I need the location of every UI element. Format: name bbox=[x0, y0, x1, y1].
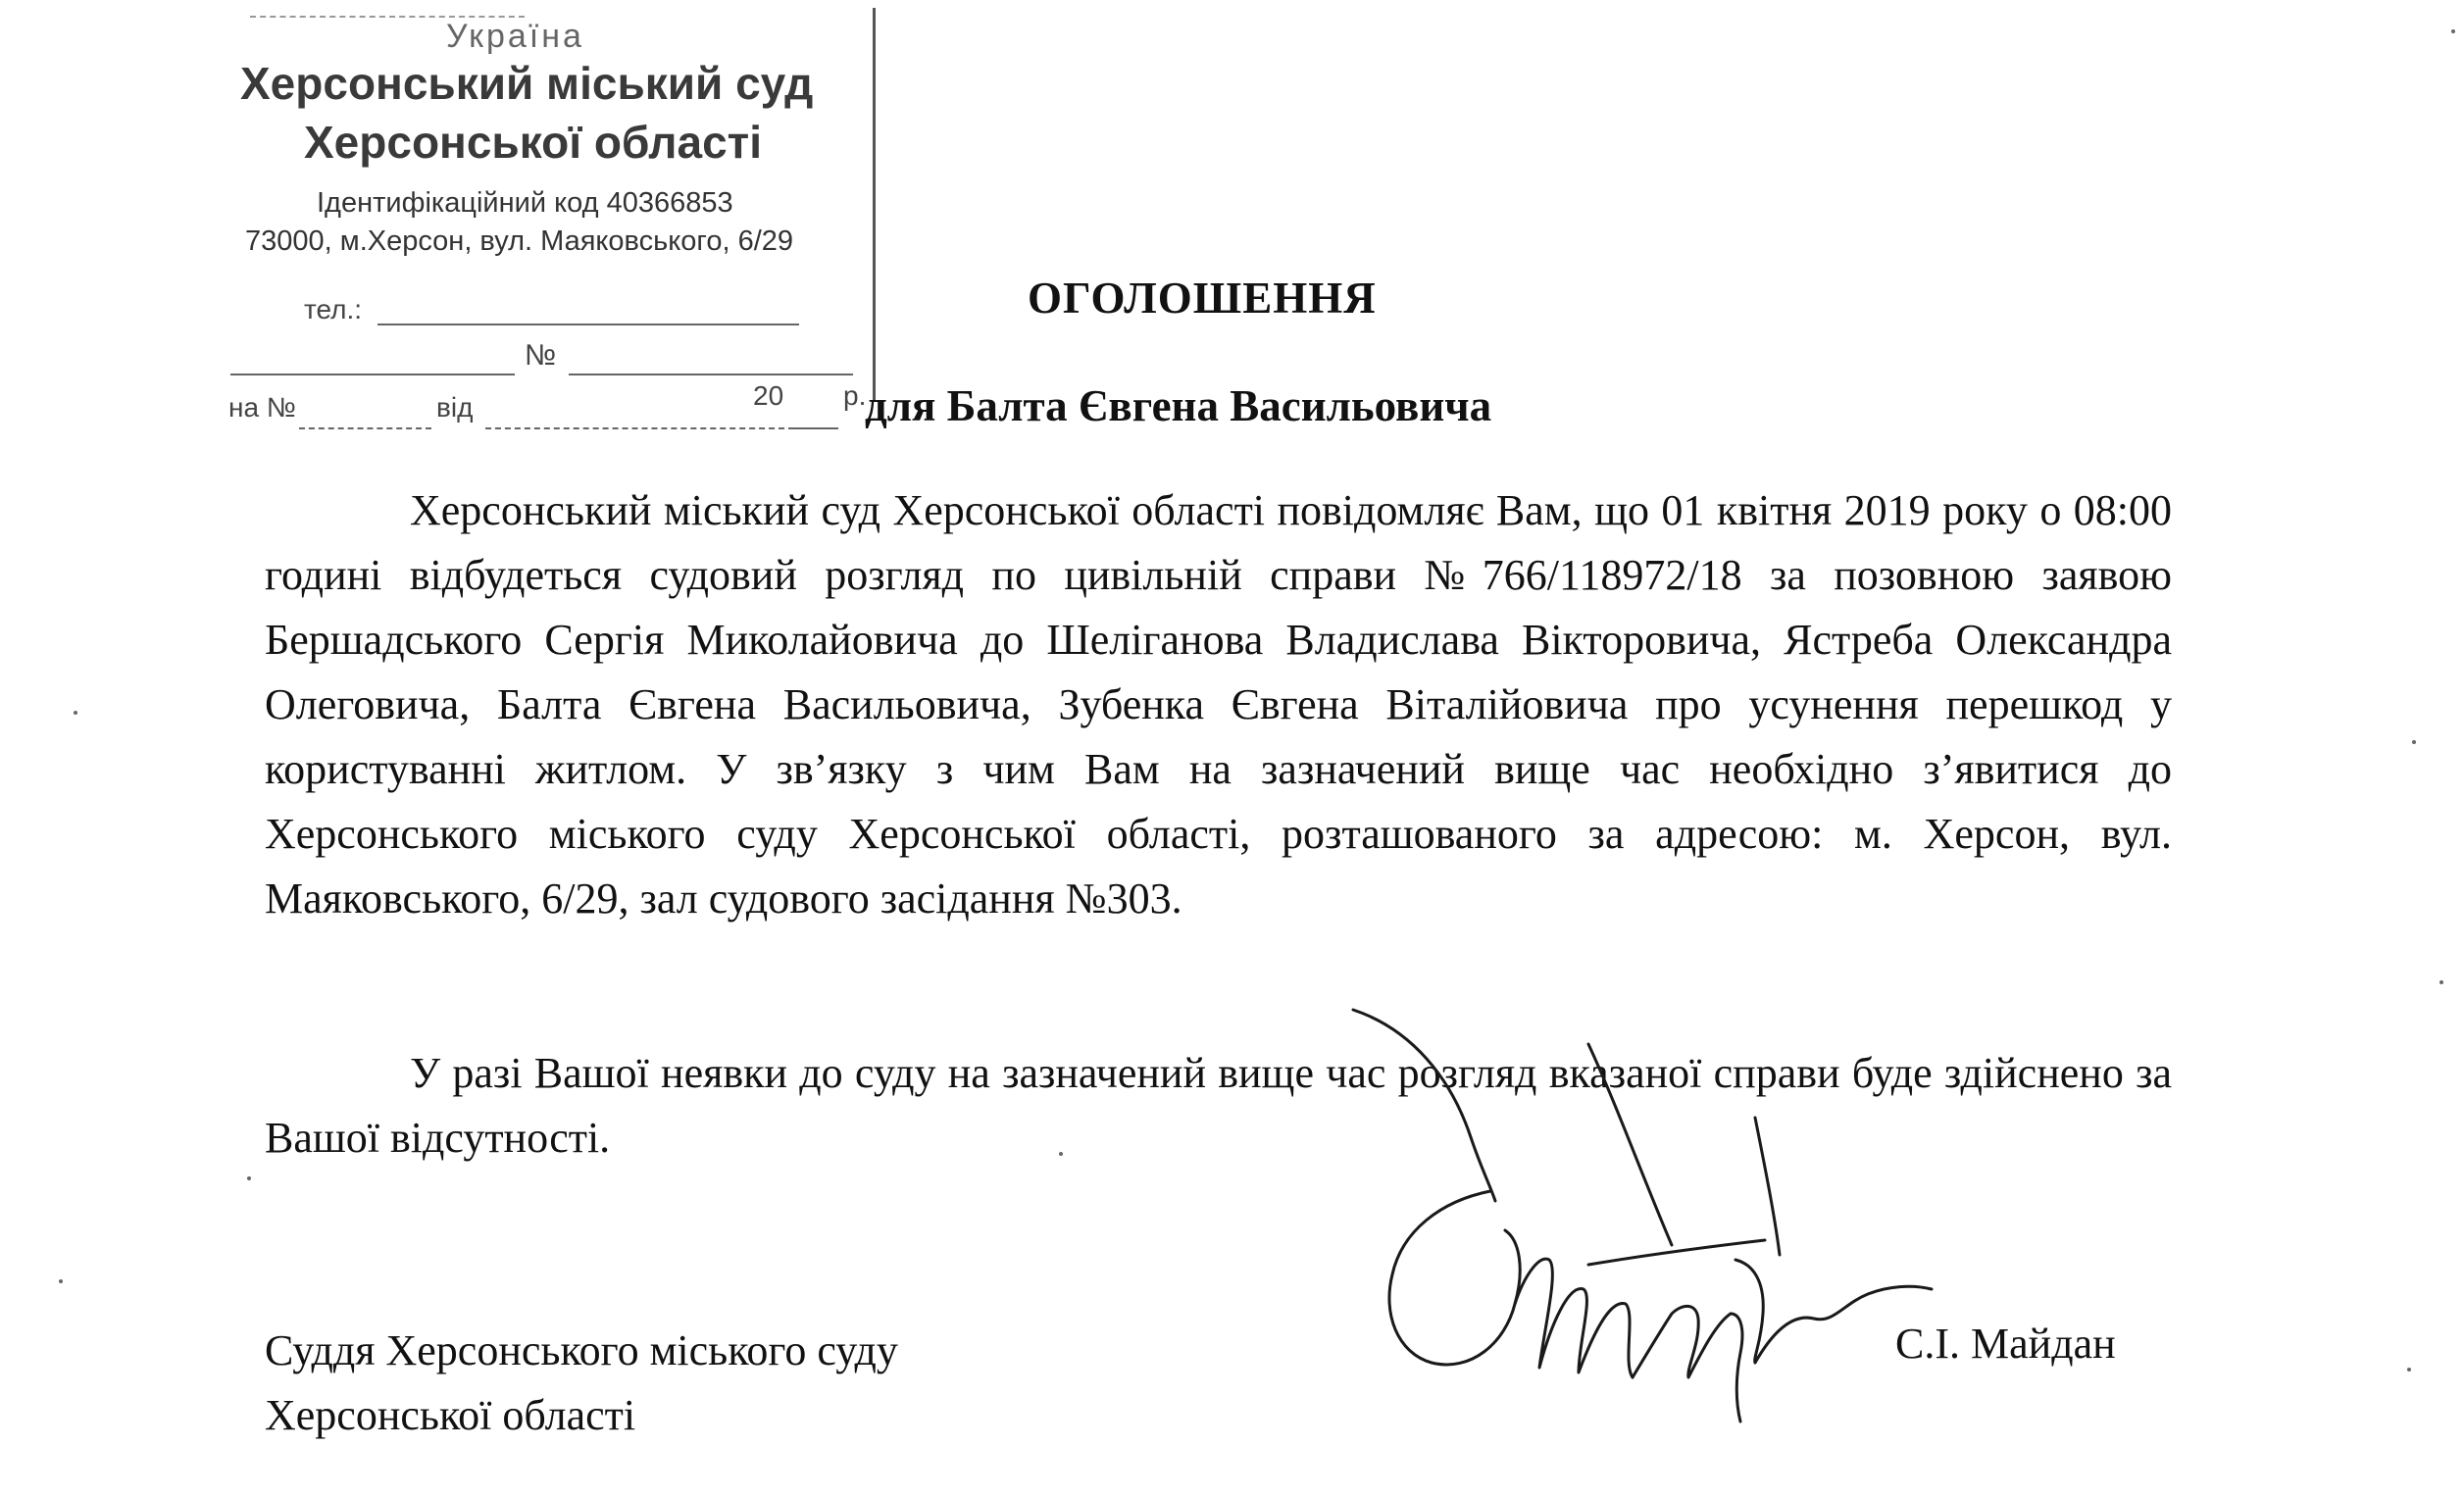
stamp-na-line bbox=[299, 427, 431, 429]
scan-speck bbox=[1059, 1152, 1063, 1156]
addressee-line: для Балта Євгена Васильовича bbox=[865, 381, 1492, 430]
stamp-tel-label: тел.: bbox=[304, 294, 363, 324]
judge-name: С.І. Майдан bbox=[1895, 1320, 2116, 1368]
stamp-country: Україна bbox=[446, 18, 584, 55]
stamp-number-label: № bbox=[525, 339, 557, 372]
stamp-r-label: р. bbox=[843, 380, 867, 411]
stamp-number-line-right bbox=[569, 374, 853, 375]
scan-speck bbox=[2451, 29, 2455, 33]
handwritten-signature bbox=[1294, 990, 1961, 1451]
scan-speck bbox=[2407, 1368, 2411, 1372]
scan-speck bbox=[2412, 740, 2416, 744]
stamp-year-line bbox=[794, 427, 838, 429]
scan-speck bbox=[59, 1279, 63, 1283]
notice-paragraph-absence: У разі Вашої неявки до суду на зазначений вище час розгляд вказаної справи буде здійснено за Вашої відсутності. bbox=[265, 1049, 2172, 1162]
stamp-vid-label: від bbox=[436, 392, 474, 423]
document-heading: ОГОЛОШЕННЯ bbox=[1028, 274, 1377, 323]
stamp-na-label: на № bbox=[228, 392, 296, 423]
stamp-court-region: Херсонської області bbox=[304, 117, 762, 168]
stamp-border bbox=[873, 8, 876, 400]
scan-speck bbox=[2439, 980, 2443, 984]
scan-speck bbox=[74, 711, 77, 715]
notice-paragraph-main: Херсонський міський суд Херсонської області повідомляє Вам, що 01 квітня 2019 року о 08:00 годині відбудеться судовий розгляд по цивільній справи №766/118972/18 за позовною заявою Бершадського Сергія Миколайовича до Шеліганова Владислава Вікторовича, Ястреба Олександра Олеговича, Балта Євгена Васильовича, Зубенка Євгена Віталійовича про усунення перешкод у користуванні житлом. У зв’язку з чим Вам на зазначений вище час необхідно з’явитися до Херсонського міського суду Херсонської області, розташованого за адресою: м. Херсон, вул. Маяковського, 6/29, зал судового засідання №303. bbox=[265, 486, 2172, 923]
judge-title-line2: Херсонської області bbox=[265, 1391, 636, 1439]
stamp-tel-line bbox=[377, 324, 799, 325]
judge-title bbox=[265, 1319, 898, 1448]
stamp-number-line-left bbox=[230, 374, 515, 375]
stamp-address: 73000, м.Херсон, вул. Маяковського, 6/29 bbox=[245, 225, 794, 257]
stamp-court-name: Херсонський міський суд bbox=[240, 58, 814, 109]
stamp-year-label: 20 bbox=[753, 380, 784, 411]
judge-title-line1: Суддя Херсонського міського суду bbox=[265, 1326, 898, 1374]
scan-speck bbox=[247, 1176, 251, 1180]
court-stamp bbox=[211, 8, 887, 423]
stamp-date-line bbox=[485, 427, 794, 429]
stamp-ident-code: Ідентифікаційний код 40366853 bbox=[317, 187, 733, 219]
